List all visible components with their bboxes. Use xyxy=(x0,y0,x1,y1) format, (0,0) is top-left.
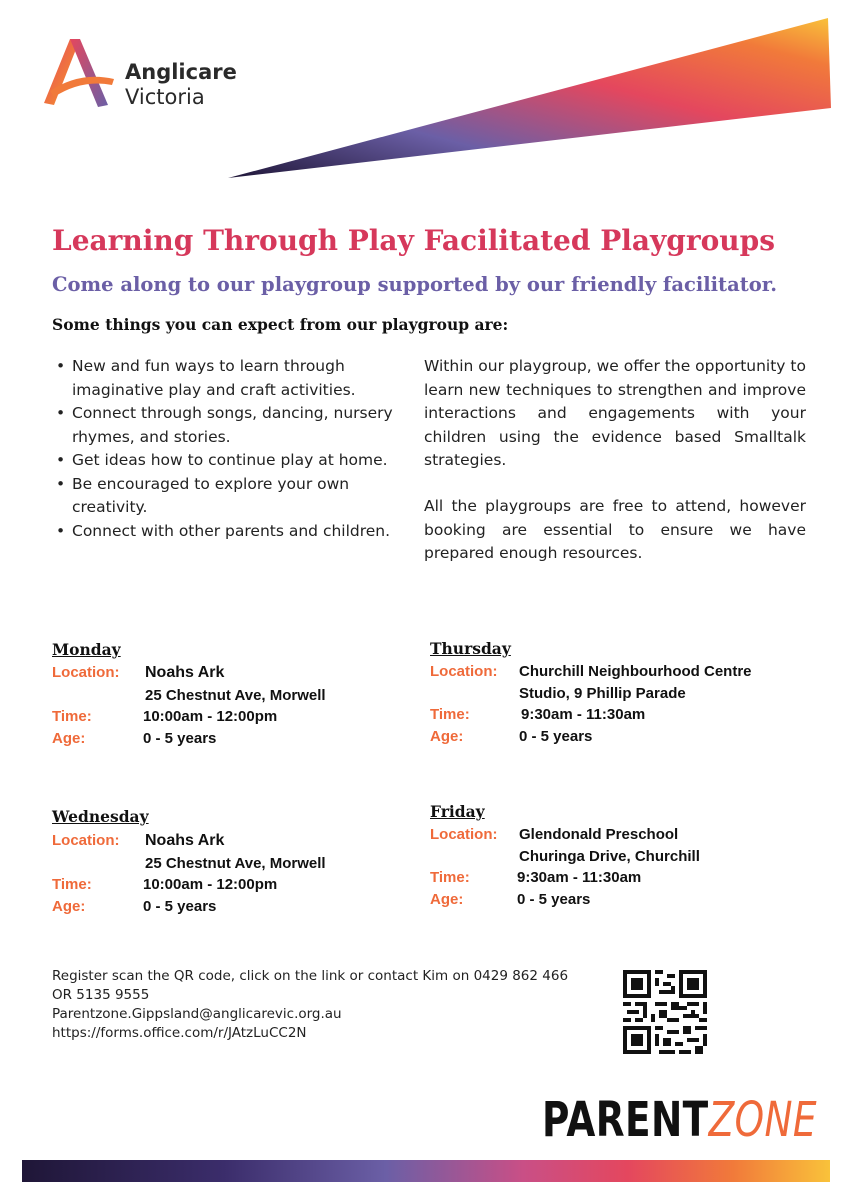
qr-code-icon[interactable] xyxy=(623,970,707,1054)
thursday-location-label: Location: xyxy=(430,663,498,680)
monday-age: 0 - 5 years xyxy=(143,730,217,747)
anglicare-logo-icon xyxy=(40,35,116,111)
page-subtitle: Come along to our playgroup supported by our friendly facilitator. xyxy=(52,273,777,296)
list-item: • Connect with other parents and children. xyxy=(72,520,407,544)
register-text: Register scan the QR code, click on the link or contact Kim on 0429 862 466 xyxy=(52,968,569,984)
monday-location-label: Location: xyxy=(52,664,120,681)
intro-heading: Some things you can expect from our playgroup are: xyxy=(52,315,509,334)
wednesday-age-label: Age: xyxy=(52,898,86,915)
form-link[interactable]: https://forms.office.com/r/JAtzLuCC2N xyxy=(52,1025,307,1041)
top-swoosh-decoration xyxy=(228,18,831,181)
bottom-gradient-bar xyxy=(22,1160,830,1182)
wednesday-time: 10:00am - 12:00pm xyxy=(143,876,278,893)
parentzone-logo xyxy=(542,1090,817,1150)
monday-age-label: Age: xyxy=(52,730,86,747)
email-link[interactable]: Parentzone.Gippsland@anglicarevic.org.au xyxy=(52,1006,342,1022)
friday-age: 0 - 5 years xyxy=(517,891,591,908)
wednesday-heading: Wednesday xyxy=(52,807,149,826)
booking-paragraph: All the playgroups are free to attend, however booking are essential to ensure we have prepared enough resources. xyxy=(424,497,806,562)
list-item: • Get ideas how to continue play at home. xyxy=(72,449,407,473)
friday-location: Glendonald Preschool xyxy=(519,826,679,843)
list-item: • Connect through songs, dancing, nursery rhymes, and stories. xyxy=(72,402,407,449)
friday-time: 9:30am - 11:30am xyxy=(517,869,642,886)
friday-age-label: Age: xyxy=(430,891,464,908)
parentzone-part2: ZONE xyxy=(708,1092,817,1148)
wednesday-location-label: Location: xyxy=(52,832,120,849)
monday-location: Noahs Ark xyxy=(145,664,225,681)
page-title: Learning Through Play Facilitated Playgroups xyxy=(52,224,775,257)
list-item: • Be encouraged to explore your own creativity. xyxy=(72,473,407,520)
thursday-time-label: Time: xyxy=(430,706,470,723)
wednesday-address: 25 Chestnut Ave, Morwell xyxy=(145,855,326,872)
phone-text: OR 5135 9555 xyxy=(52,987,150,1003)
thursday-age: 0 - 5 years xyxy=(519,728,593,745)
monday-time: 10:00am - 12:00pm xyxy=(143,708,278,725)
wednesday-location: Noahs Ark xyxy=(145,832,225,849)
brand-name: Anglicare xyxy=(125,60,237,84)
friday-location-label: Location: xyxy=(430,826,498,843)
list-item: • New and fun ways to learn through imaginative play and craft activities. xyxy=(72,355,407,402)
brand-region: Victoria xyxy=(125,85,205,109)
wednesday-time-label: Time: xyxy=(52,876,92,893)
description-paragraph: Within our playgroup, we offer the opportunity to learn new techniques to strengthen and improve interactions and engagements with your children using the evidence based Smalltalk strategies. xyxy=(424,357,806,469)
monday-address: 25 Chestnut Ave, Morwell xyxy=(145,687,326,704)
friday-time-label: Time: xyxy=(430,869,470,886)
benefits-list xyxy=(52,355,407,543)
parentzone-part1: PARENT xyxy=(542,1092,709,1148)
monday-heading: Monday xyxy=(52,640,121,659)
friday-heading: Friday xyxy=(430,802,485,821)
thursday-age-label: Age: xyxy=(430,728,464,745)
monday-time-label: Time: xyxy=(52,708,92,725)
thursday-time: 9:30am - 11:30am xyxy=(521,706,646,723)
thursday-location: Churchill Neighbourhood Centre xyxy=(519,663,752,680)
thursday-address: Studio, 9 Phillip Parade xyxy=(519,685,686,702)
wednesday-age: 0 - 5 years xyxy=(143,898,217,915)
thursday-heading: Thursday xyxy=(430,639,511,658)
friday-address: Churinga Drive, Churchill xyxy=(519,848,700,865)
